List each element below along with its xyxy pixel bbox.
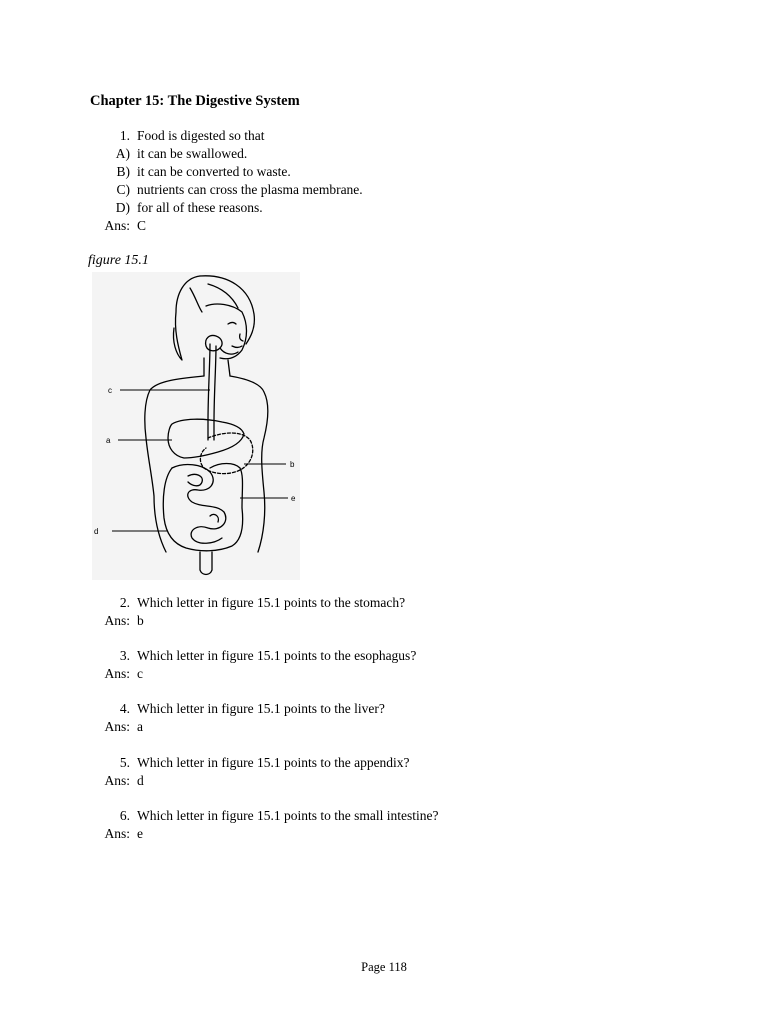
question-text: Which letter in figure 15.1 points to the small intestine?	[137, 808, 439, 823]
option-b	[98, 164, 291, 180]
option-letter: A)	[115, 146, 130, 161]
answer-value: c	[137, 666, 143, 681]
answer-label: Ans:	[104, 613, 130, 628]
option-c	[98, 182, 363, 198]
figure-label-c: c	[108, 386, 112, 395]
option-d	[98, 200, 263, 216]
answer-value: b	[137, 613, 144, 628]
answer-label: Ans:	[104, 826, 130, 841]
large-intestine	[163, 464, 242, 551]
question-text: Which letter in figure 15.1 points to the esophagus?	[137, 648, 417, 663]
answer-value: e	[137, 826, 143, 841]
answer-value: d	[137, 773, 144, 788]
digestive-system-figure	[92, 272, 300, 580]
question-3	[98, 648, 416, 664]
figure-label-a: a	[106, 436, 111, 445]
answer-2	[96, 613, 144, 629]
option-text: it can be converted to waste.	[137, 164, 291, 179]
question-5	[98, 755, 410, 771]
figure-label-b: b	[290, 460, 295, 469]
question-number: 3.	[119, 648, 130, 663]
esophagus	[208, 344, 210, 440]
torso-outline	[145, 376, 204, 552]
answer-6	[96, 826, 143, 842]
figure-label-d: d	[94, 527, 99, 536]
option-text: it can be swallowed.	[137, 146, 248, 161]
answer-5	[96, 773, 144, 789]
question-text: Which letter in figure 15.1 points to the appendix?	[137, 755, 410, 770]
option-letter: B)	[116, 164, 130, 179]
option-letter: C)	[116, 182, 130, 197]
answer-label: Ans:	[104, 719, 130, 734]
chapter-title: Chapter 15: The Digestive System	[90, 93, 300, 109]
option-text: nutrients can cross the plasma membrane.	[137, 182, 363, 197]
question-number: 2.	[119, 595, 130, 610]
small-intestine	[172, 465, 226, 544]
figure-caption: figure 15.1	[88, 253, 149, 268]
page-number: Page 118	[361, 960, 407, 974]
question-text: Which letter in figure 15.1 points to the liver?	[137, 701, 385, 716]
answer-value: C	[137, 218, 147, 233]
question-number: 4.	[119, 701, 130, 716]
figure-label-e: e	[291, 494, 296, 503]
option-text: for all of these reasons.	[137, 200, 263, 215]
answer-label: Ans:	[104, 218, 130, 233]
question-2	[98, 595, 405, 611]
answer-value: a	[137, 719, 143, 734]
question-number: 5.	[119, 755, 130, 770]
question-6	[98, 808, 438, 824]
answer-3	[96, 666, 143, 682]
question-text: Food is digested so that	[137, 128, 265, 143]
question-text: Which letter in figure 15.1 points to the stomach?	[137, 595, 406, 610]
answer-label: Ans:	[104, 773, 130, 788]
question-1	[98, 128, 265, 144]
answer-label: Ans:	[104, 666, 130, 681]
option-a	[98, 146, 247, 162]
question-number: 6.	[119, 808, 130, 823]
question-number: 1.	[119, 128, 130, 143]
question-4	[98, 701, 385, 717]
answer-1	[96, 218, 146, 234]
rectum	[200, 552, 212, 575]
answer-4	[96, 719, 143, 735]
liver	[168, 419, 244, 458]
option-letter: D)	[115, 200, 130, 215]
hair-outline	[173, 276, 200, 360]
